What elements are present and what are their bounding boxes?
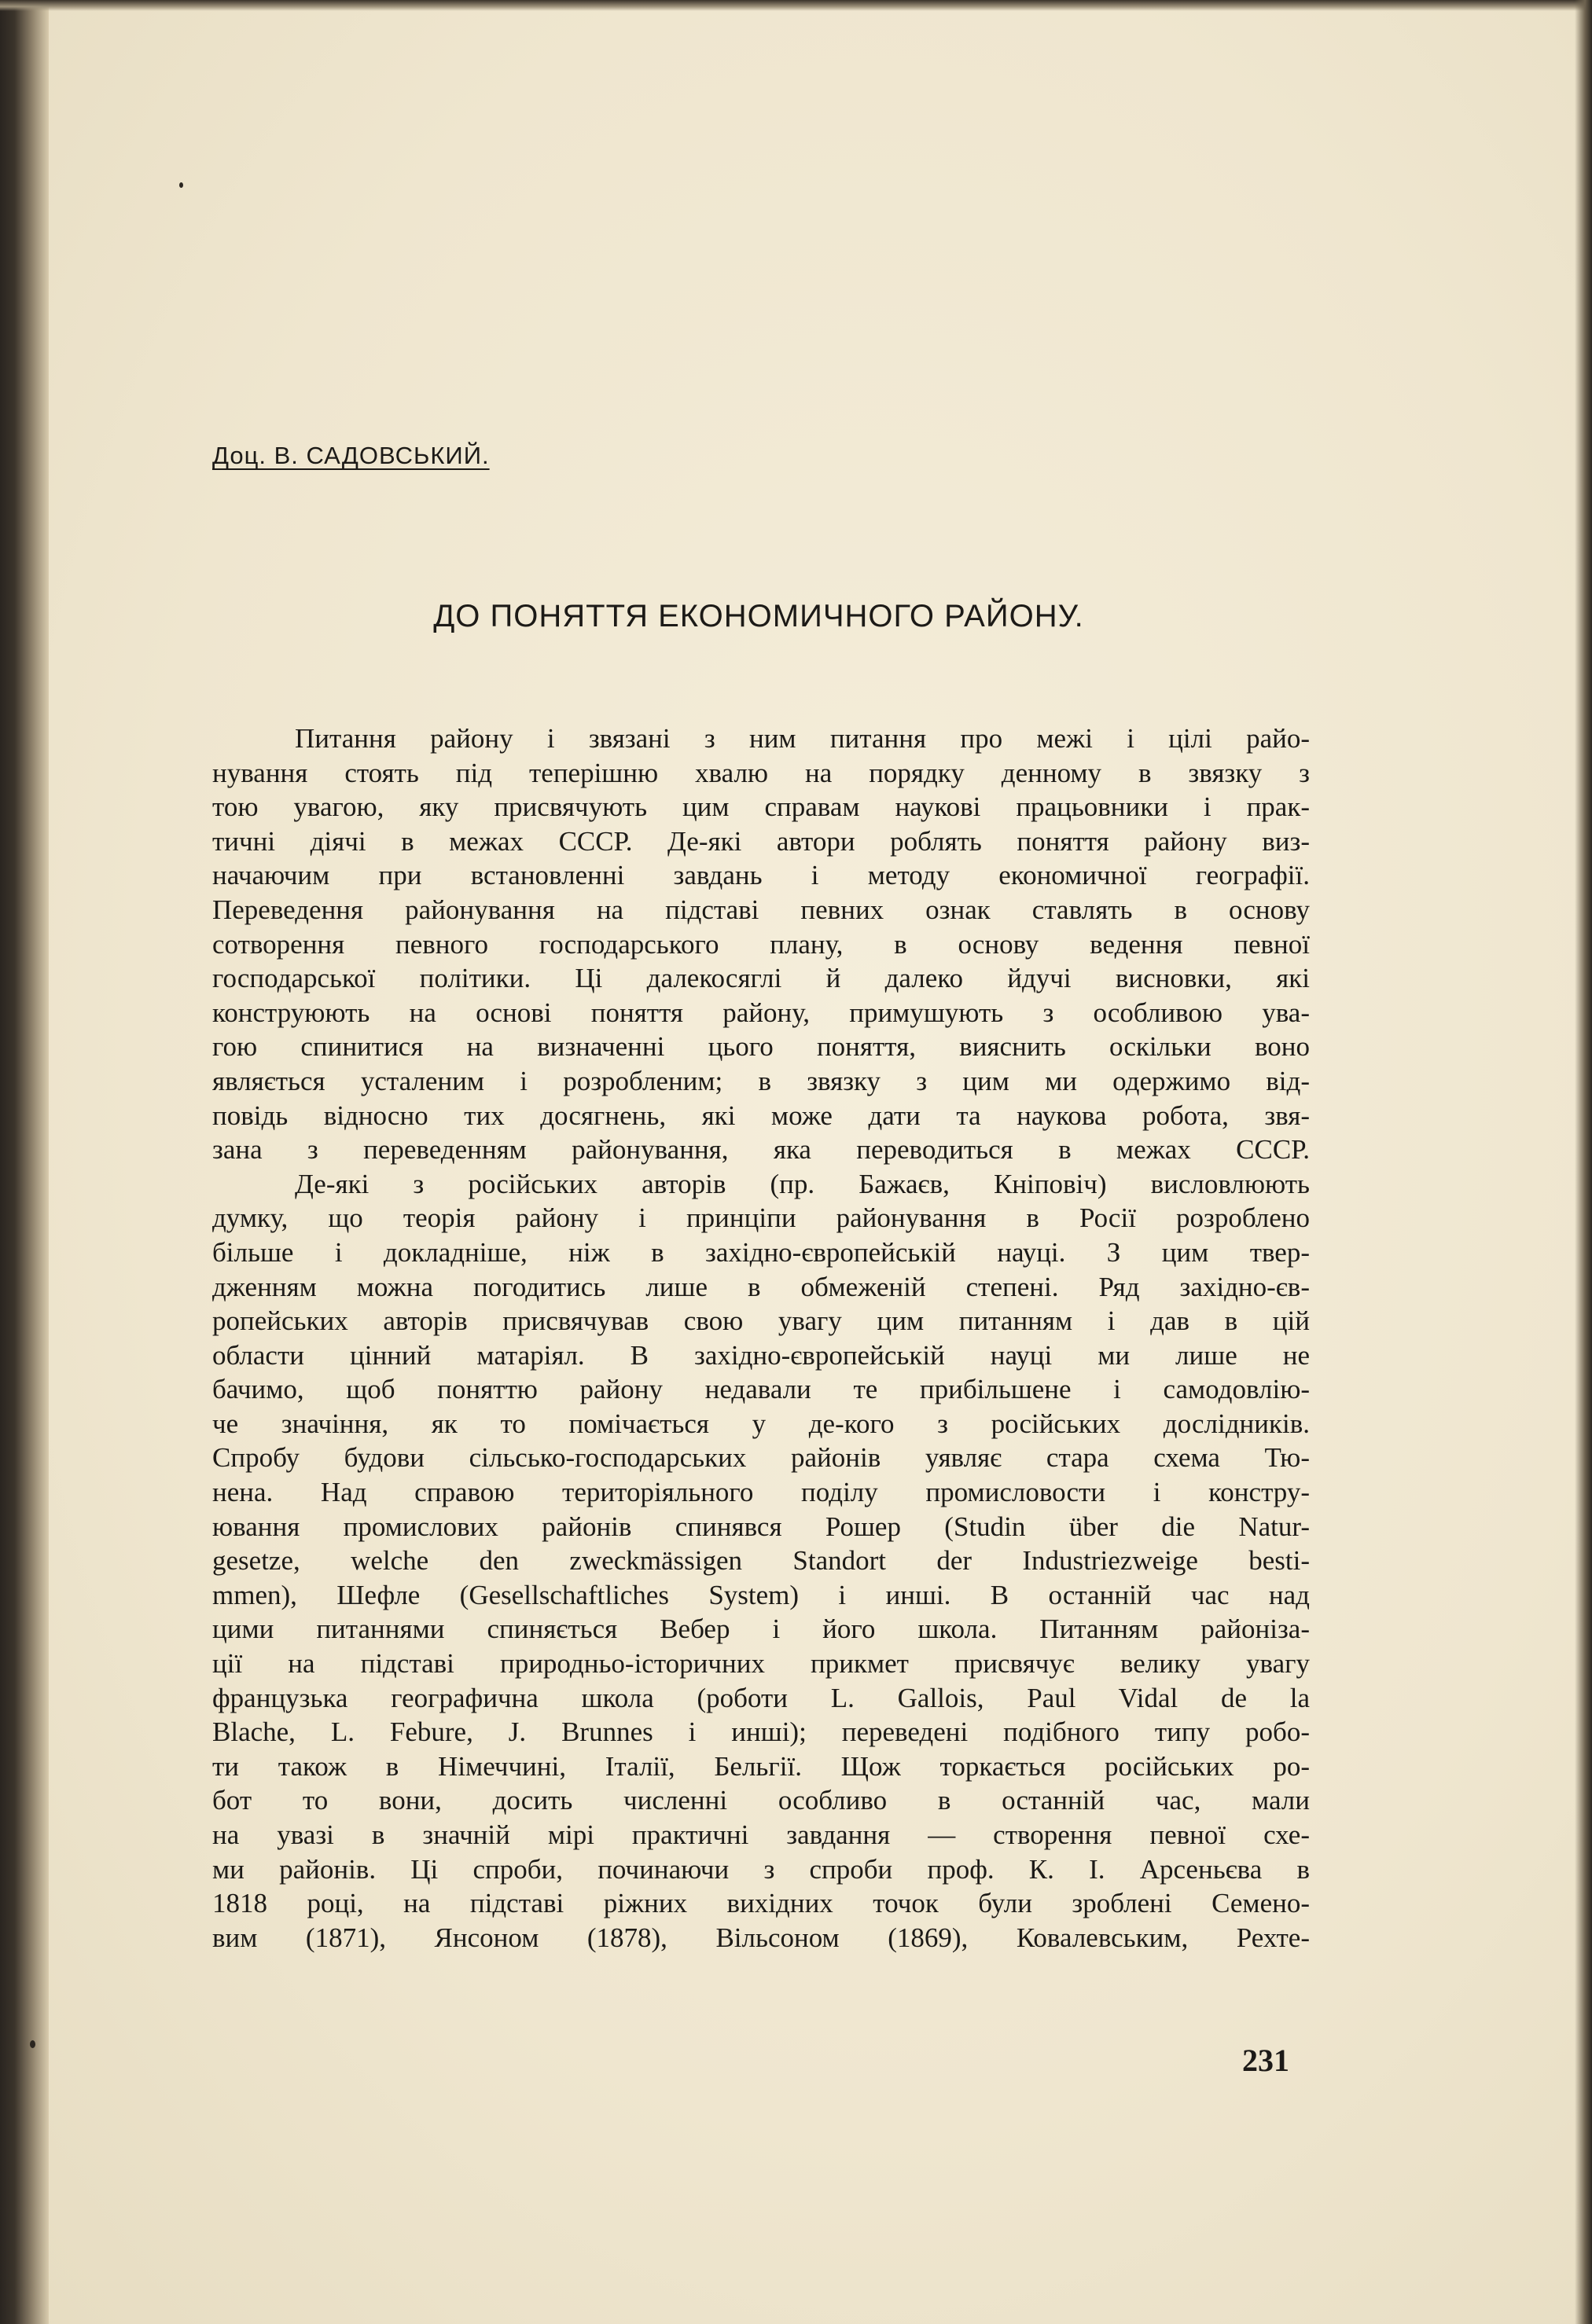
text-line: цими питаннями спиняється Вебер і його школа. Питанням районіза-: [212, 1614, 1310, 1645]
article-body: [212, 721, 1310, 1955]
text-line: ти також в Німеччині, Італії, Бельгії. Щож торкається російських ро-: [212, 1750, 1310, 1782]
text-line: Blache, L. Febure, J. Brunnes і инші); переведені подібного типу робо-: [212, 1716, 1310, 1748]
page-number: 231: [1242, 2043, 1289, 2078]
text-line: конструюють на основі поняття району, примушують з особливою ува-: [212, 997, 1310, 1028]
right-page-edge: [1575, 0, 1592, 2324]
text-line: вим (1871), Янсоном (1878), Вільсоном (1869), Ковалевським, Рехте-: [212, 1922, 1310, 1953]
text-line: являється усталеним і розробленим; в звязку з цим ми одержимо від-: [212, 1065, 1310, 1096]
text-line: думку, що теорія району і принціпи районування в Росії розроблено: [212, 1202, 1310, 1234]
text-line: бачимо, щоб поняттю району недавали те прибільшене і самодовлію-: [212, 1374, 1310, 1405]
text-line: тою увагою, яку присвячують цим справам наукові працьовники і прак-: [212, 791, 1310, 823]
text-line: Переведення районування на підставі певних ознак ставлять в основу: [212, 894, 1310, 925]
text-line: ми районів. Ці спроби, починаючи з спроби проф. К. І. Арсеньєва в: [212, 1853, 1310, 1885]
text-line: тичні діячі в межах СССР. Де-які автори роблять поняття району виз-: [212, 825, 1310, 857]
ink-speck: [30, 2040, 35, 2048]
text-line: французька географична школа (роботи L. Gallois, Paul Vidal de la: [212, 1682, 1310, 1713]
text-line: ювання промислових районів спинявся Рошер (Studin über die Natur-: [212, 1511, 1310, 1542]
text-line: нена. Над справою територіяльного поділу промисловости і констру-: [212, 1477, 1310, 1508]
article-title: ДО ПОНЯТТЯ ЕКОНОМИЧНОГО РАЙОНУ.: [433, 599, 1084, 633]
text-line: гою спинитися на визначенні цього поняття, вияснить оскільки воно: [212, 1031, 1310, 1063]
text-line: зана з переведенням районування, яка переводиться в межах СССР.: [212, 1134, 1310, 1166]
text-line: більше і докладніше, ніж в західно-європейській науці. З цим твер-: [212, 1236, 1310, 1268]
book-binding-edge: [0, 0, 49, 2324]
author-byline: Доц. В. САДОВСЬКИЙ.: [212, 442, 490, 469]
text-line: сотворення певного господарського плану, в основу ведення певної: [212, 928, 1310, 960]
text-line: бот то вони, досить численні особливо в останній час, мали: [212, 1785, 1310, 1816]
text-line: ропейських авторів присвячував свою увагу цим питанням і дав в цій: [212, 1305, 1310, 1337]
text-line: начаючим при встановленні завдань і методу економичної географії.: [212, 860, 1310, 891]
text-line: нування стоять під теперішню хвалю на порядку денному в звязку з: [212, 757, 1310, 788]
text-line: Спробу будови сільсько-господарських районів уявляє стара схема Тю-: [212, 1442, 1310, 1474]
text-line: Питання району і звязані з ним питання про межі і цілі райо-: [295, 723, 1310, 754]
text-line: на увазі в значній мірі практичні завдання — створення певної схе-: [212, 1819, 1310, 1850]
text-line: ції на підставі природньо-історичних прикмет присвячує велику увагу: [212, 1648, 1310, 1680]
top-page-edge: [0, 0, 1592, 11]
text-line: господарської політики. Ці далекосяглі й далеко йдучі висновки, які: [212, 963, 1310, 994]
text-line: че значіння, як то помічається у де-кого з російських дослідників.: [212, 1408, 1310, 1439]
text-line: повідь відносно тих досягнень, які може дати та наукова робота, звя-: [212, 1100, 1310, 1131]
text-line: Де-які з російських авторів (пр. Бажаєв, Кніповіч) висловлюють: [295, 1168, 1310, 1199]
text-line: mmen), Шефле (Gesellschaftliches System) і инші. В останній час над: [212, 1579, 1310, 1610]
text-line: 1818 році, на підставі ріжних вихідних точок були зроблені Семено-: [212, 1888, 1310, 1919]
text-line: gesetze, welche den zweckmässigen Standort der Industriezweige besti-: [212, 1545, 1310, 1577]
text-line: дженням можна погодитись лише в обмеженій степені. Ряд західно-єв-: [212, 1271, 1310, 1302]
text-line: области цінний матаріял. В західно-європейській науці ми лише не: [212, 1339, 1310, 1371]
ink-speck: [179, 182, 183, 188]
